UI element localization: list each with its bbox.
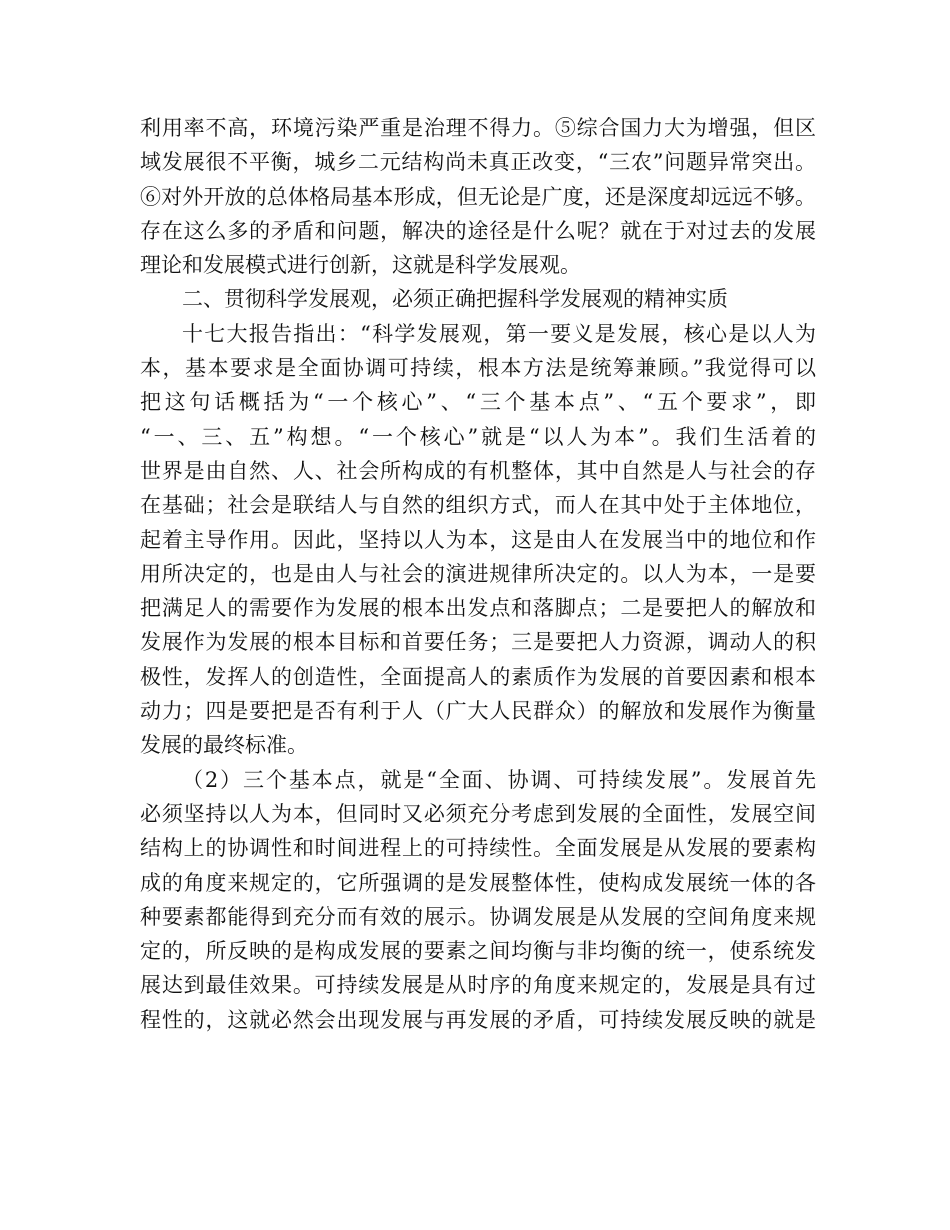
- text-line: 成的角度来规定的，它所强调的是发展整体性，使构成发展统一体的各: [140, 870, 816, 895]
- text-line: 结构上的协调性和时间进程上的可持续性。全面发展是从发展的要素构: [140, 836, 816, 861]
- text-line: 起着主导作用。因此，坚持以人为本，这是由人在发展当中的地位和作: [140, 527, 816, 552]
- text-line: 理论和发展模式进行创新，这就是科学发展观。: [140, 253, 581, 278]
- text-line: 本，基本要求是全面协调可持续，根本方法是统筹兼顾。”我觉得可以: [140, 356, 816, 381]
- paragraph-1: [140, 111, 816, 282]
- text-line: 发展作为发展的根本目标和首要任务；三是要把人力资源，调动人的积: [140, 630, 816, 655]
- text-line: 域发展很不平衡，城乡二元结构尚未真正改变，“三农”问题异常突出。: [140, 150, 816, 175]
- text-line: 展达到最佳效果。可持续发展是从时序的角度来规定的，发展是具有过: [140, 973, 816, 998]
- text-line: 程性的，这就必然会出现发展与再发展的矛盾，可持续发展反映的就是: [140, 1007, 816, 1032]
- text-line: 十七大报告指出：“科学发展观，第一要义是发展，核心是以人为: [182, 321, 816, 346]
- text-line: 存在这么多的矛盾和问题，解决的途径是什么呢？就在于对过去的发展: [140, 218, 816, 243]
- paragraph-4: [140, 763, 816, 1037]
- text-line: 发展的最终标准。: [140, 733, 308, 758]
- text-line: 把满足人的需要作为发展的根本出发点和落脚点；二是要把人的解放和: [140, 596, 816, 621]
- document-page: [140, 111, 816, 1037]
- text-line: 定的，所反映的是构成发展的要素之间均衡与非均衡的统一，使系统发: [140, 939, 816, 964]
- text-line: （2）三个基本点，就是“全面、协调、可持续发展”。发展首先: [182, 767, 816, 792]
- text-line: 必须坚持以人为本，但同时又必须充分考虑到发展的全面性，发展空间: [140, 801, 816, 826]
- text-line: 在基础；社会是联结人与自然的组织方式，而人在其中处于主体地位，: [140, 493, 816, 518]
- section-heading: [140, 282, 816, 316]
- text-line: 利用率不高，环境污染严重是治理不得力。⑤综合国力大为增强，但区: [140, 116, 816, 140]
- text-line: ⑥对外开放的总体格局基本形成，但无论是广度，还是深度却远远不够。: [140, 184, 816, 209]
- text-line: 极性，发挥人的创造性，全面提高人的素质作为发展的首要因素和根本: [140, 664, 816, 689]
- text-line: 种要素都能得到充分而有效的展示。协调发展是从发展的空间角度来规: [140, 904, 816, 929]
- paragraph-3: [140, 317, 816, 763]
- text-line: 用所决定的，也是由人与社会的演进规律所决定的。以人为本，一是要: [140, 561, 816, 586]
- text-line: 把这句话概括为“一个核心”、“三个基本点”、“五个要求”，即: [140, 390, 816, 415]
- text-line: 动力；四是要把是否有利于人（广大人民群众）的解放和发展作为衡量: [140, 699, 816, 724]
- text-line: “一、三、五”构想。“一个核心”就是“以人为本”。我们生活着的: [140, 424, 816, 449]
- text-line: 世界是由自然、人、社会所构成的有机整体，其中自然是人与社会的存: [140, 458, 816, 483]
- heading-text: 二、贯彻科学发展观，必须正确把握科学发展观的精神实质: [182, 287, 728, 312]
